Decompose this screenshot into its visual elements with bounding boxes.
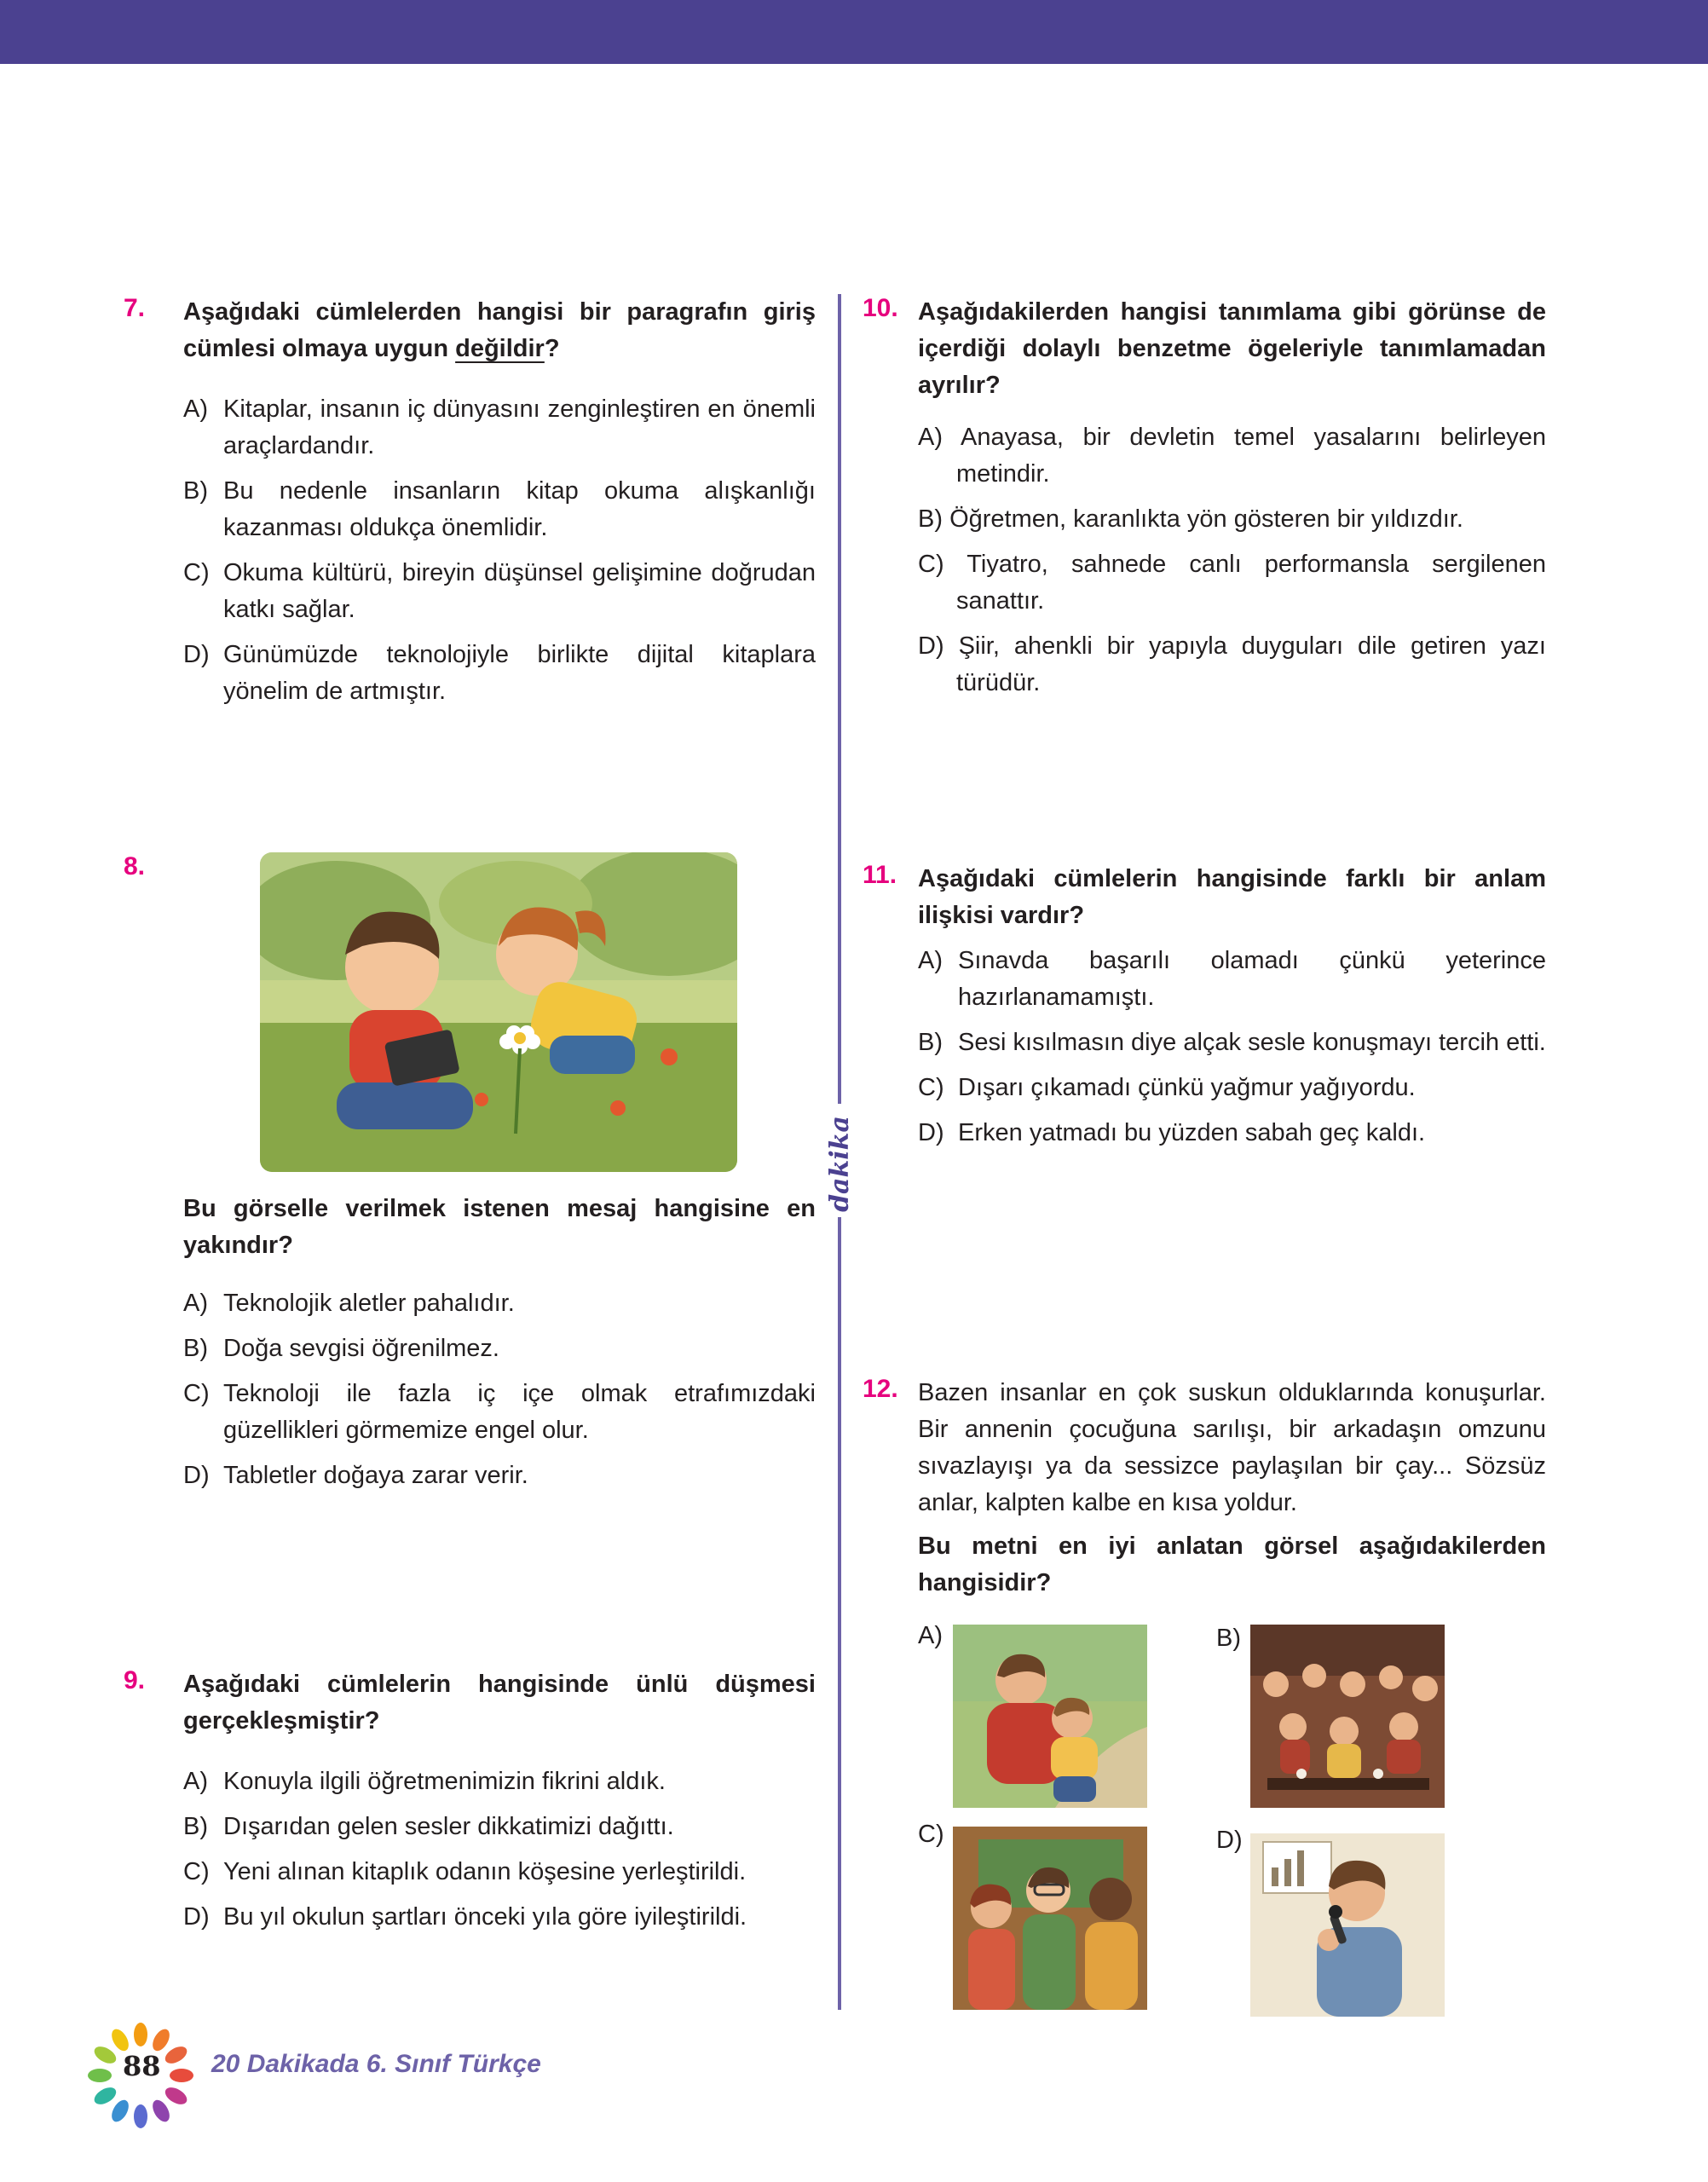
option-a[interactable]: A) Kitaplar, insanın iç dünyasını zenginleştiren en önemli araçlardandır.: [183, 395, 816, 459]
option-c[interactable]: C) Okuma kültürü, bireyin düşünsel gelişimine doğrudan katkı sağlar.: [183, 559, 816, 623]
question-10: [863, 294, 1546, 710]
choice-a-image[interactable]: [953, 1625, 1147, 1808]
choice-d-label[interactable]: D): [1216, 1827, 1243, 1854]
option-c[interactable]: C) Yeni alınan kitaplık odanın köşesine yerleştirildi.: [183, 1858, 747, 1885]
question-number: 10.: [863, 294, 898, 322]
choice-c-label[interactable]: C): [918, 1821, 944, 1848]
question-paragraph: Bazen insanlar en çok suskun olduklarında konuşurlar. Bir annenin çocuğuna sarılışı, bir arkadaşın omzunu sıvazlayışı ya da sessizce paylaşılan bir çay... Sözsüz anlar, kalpten kalbe en kısa yoldur.: [918, 1379, 1546, 1516]
question-number: 8.: [124, 852, 146, 880]
question-number: 12.: [863, 1375, 898, 1403]
option-b[interactable]: B) Sesi kısılmasın diye alçak sesle konuşmayı tercih etti.: [918, 1029, 1546, 1056]
question-stem: Aşağıdakilerden hangisi tanımlama gibi görünse de içerdiği dolaylı benzetme ögeleriyle tanımlamadan ayrılır?: [918, 298, 1546, 399]
option-c[interactable]: C) Dışarı çıkamadı çünkü yağmur yağıyordu.: [918, 1074, 1416, 1101]
question-stem: Aşağıdaki cümlelerin hangisinde farklı bir anlam ilişkisi vardır?: [918, 865, 1546, 929]
man-with-microphone-image: [1250, 1833, 1445, 2017]
option-b[interactable]: B) Bu nedenle insanların kitap okuma alışkanlığı kazanması oldukça önemlidir.: [183, 477, 816, 541]
question-9: [124, 1666, 816, 1944]
children-tablet-flower-illustration: [260, 852, 737, 1172]
choice-b-label[interactable]: B): [1216, 1625, 1241, 1652]
question-number: 11.: [863, 861, 897, 889]
question-12: [863, 1375, 1546, 2023]
option-d[interactable]: D) Şiir, ahenkli bir yapıyla duyguları dile getiren yazı türüdür.: [918, 632, 1546, 696]
option-d[interactable]: D) Tabletler doğaya zarar verir.: [183, 1462, 528, 1489]
option-c[interactable]: C) Tiyatro, sahnede canlı performansla sergilenen sanattır.: [918, 551, 1546, 615]
question-stem: Bu metni en iyi anlatan görsel aşağıdakilerden hangisidir?: [918, 1533, 1546, 1596]
choice-b-image[interactable]: [1250, 1625, 1445, 1808]
question-number: 7.: [124, 294, 146, 322]
choice-a-label[interactable]: A): [918, 1622, 943, 1649]
choice-c-image[interactable]: [953, 1827, 1147, 2010]
column-divider-bottom: [838, 1217, 841, 2010]
father-hugging-child-image: [953, 1625, 1147, 1808]
question-stem: Bu görselle verilmek istenen mesaj hangisine en yakındır?: [183, 1195, 816, 1259]
question-7: [124, 294, 816, 719]
underlined-word: değildir: [455, 335, 545, 362]
question-stem: Aşağıdaki cümlelerden hangisi bir paragrafın giriş cümlesi olmaya uygun değildir?: [183, 298, 816, 362]
option-d[interactable]: D) Bu yıl okulun şartları önceki yıla göre iyileştirildi.: [183, 1903, 747, 1931]
side-label: dakika: [824, 1115, 855, 1212]
top-banner: [0, 0, 1708, 64]
choice-d-image[interactable]: [1250, 1833, 1445, 2017]
question-11: [863, 861, 1546, 1160]
option-b[interactable]: B) Öğretmen, karanlıkta yön gösteren bir yıldızdır.: [918, 505, 1463, 533]
column-divider-top: [838, 294, 841, 1104]
option-a[interactable]: A) Anayasa, bir devletin temel yasalarını belirleyen metindir.: [918, 424, 1546, 488]
option-b[interactable]: B) Dışarıdan gelen sesler dikkatimizi dağıttı.: [183, 1813, 674, 1840]
option-d[interactable]: D) Erken yatmadı bu yüzden sabah geç kaldı.: [918, 1119, 1426, 1146]
question-stem: Aşağıdaki cümlelerin hangisinde ünlü düşmesi gerçekleşmiştir?: [183, 1671, 816, 1735]
option-a[interactable]: A) Konuyla ilgili öğretmenimizin fikrini aldık.: [183, 1768, 666, 1795]
children-tablet-flower-image: [260, 852, 737, 1172]
option-a[interactable]: A) Sınavda başarılı olamadı çünkü yeterince hazırlanamamıştı.: [918, 947, 1546, 1011]
question-8: [124, 852, 816, 1503]
option-c[interactable]: C) Teknoloji ile fazla iç içe olmak etrafımızdaki güzellikleri görmemize engel olur.: [183, 1380, 816, 1444]
option-a[interactable]: A) Teknolojik aletler pahalıdır.: [183, 1290, 515, 1317]
children-talking-image: [953, 1827, 1147, 2010]
page-number: 88: [123, 2050, 161, 2082]
option-b[interactable]: B) Doğa sevgisi öğrenilmez.: [183, 1335, 499, 1362]
question-number: 9.: [124, 1666, 146, 1694]
option-d[interactable]: D) Günümüzde teknolojiyle birlikte dijital kitaplara yönelim de artmıştır.: [183, 641, 816, 705]
crowded-cafe-image: [1250, 1625, 1445, 1808]
book-title: 20 Dakikada 6. Sınıf Türkçe: [211, 2050, 541, 2078]
